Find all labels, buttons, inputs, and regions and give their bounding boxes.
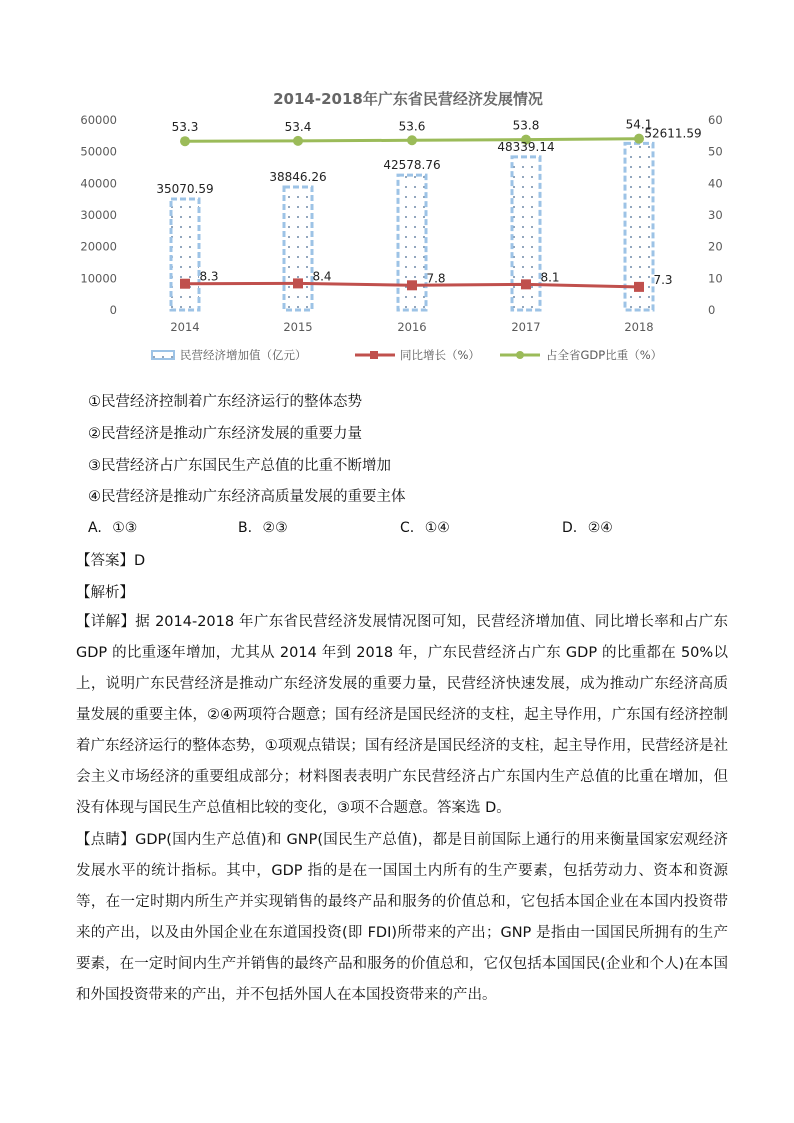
option-value: ②④ bbox=[587, 520, 613, 536]
chart-title: 2014-2018年广东省民营经济发展情况 bbox=[273, 90, 543, 108]
analysis-heading: 【解析】 bbox=[76, 585, 134, 601]
option-letter: D. bbox=[562, 520, 578, 536]
option-d bbox=[562, 520, 613, 536]
growth-value-label: 8.1 bbox=[540, 270, 560, 285]
option-value: ①④ bbox=[424, 520, 450, 536]
growth-marker bbox=[180, 279, 190, 289]
y-right-tick-label: 30 bbox=[708, 208, 723, 222]
y-right-tick-label: 10 bbox=[708, 271, 723, 286]
growth-marker bbox=[293, 278, 303, 288]
chart-legend bbox=[152, 348, 662, 362]
tip-text: 【点睛】GDP(国内生产总值)和 GNP(国民生产总值)，都是目前国际上通行的用来衡量国家宏观经济发展水平的统计指标。其中，GDP 指的是在一国国土内所有的生产要素，包括劳动力、资本和资源等，在一定时期内所生产并实现销售的最终产品和服务的价值总和，它包括本国企业在本国内投资带来的产出，以及由外国企业在东道国投资(即 FDI)所带来的产出；GNP 是指由一国国民所拥有的生产要素，在一定时间内生产并销售的最终产品和服务的价值总和，它仅包括本国国民(企业和个人)在本国和外国投资带来的产出，并不包括外国人在本国投资带来的产出。 bbox=[76, 832, 728, 1003]
share-value-label: 53.3 bbox=[171, 120, 199, 135]
x-tick-label: 2017 bbox=[511, 320, 541, 334]
growth-value-label: 8.3 bbox=[199, 269, 219, 284]
growth-marker bbox=[634, 282, 644, 292]
growth-marker bbox=[521, 279, 531, 289]
y-left-tick-label: 60000 bbox=[80, 113, 117, 127]
option-letter: C. bbox=[400, 520, 415, 536]
x-tick-label: 2018 bbox=[624, 320, 654, 334]
option-c bbox=[400, 520, 450, 536]
legend-label: 民营经济增加值（亿元） bbox=[180, 348, 307, 362]
y-left-tick-label: 10000 bbox=[80, 271, 117, 286]
growth-value-label: 7.8 bbox=[426, 271, 446, 286]
bar-value-label: 38846.26 bbox=[269, 169, 327, 184]
bar bbox=[284, 187, 312, 310]
detail-paragraph bbox=[76, 607, 728, 824]
tip-paragraph bbox=[76, 825, 728, 1011]
share-value-label: 54.1 bbox=[625, 117, 653, 132]
x-tick-label: 2015 bbox=[283, 320, 313, 334]
bar-value-label: 48339.14 bbox=[497, 139, 555, 154]
legend-label: 同比增长（%） bbox=[400, 348, 480, 362]
legend-share-marker bbox=[516, 351, 524, 359]
bar-value-label: 52611.59 bbox=[644, 126, 702, 141]
statement-3: ③民营经济占广东国民生产总值的比重不断增加 bbox=[88, 458, 391, 474]
x-tick-label: 2014 bbox=[170, 320, 200, 334]
share-value-label: 53.4 bbox=[284, 119, 312, 134]
option-b bbox=[238, 520, 288, 536]
y-left-tick-label: 40000 bbox=[80, 176, 117, 191]
y-right-tick-label: 20 bbox=[708, 239, 723, 254]
y-right-tick-label: 40 bbox=[708, 176, 723, 191]
growth-marker bbox=[407, 280, 417, 290]
y-left-tick-label: 0 bbox=[109, 303, 117, 317]
data-labels bbox=[156, 118, 701, 287]
statement-2: ②民营经济是推动广东经济发展的重要力量 bbox=[88, 426, 362, 442]
y-right-tick-label: 60 bbox=[708, 113, 723, 127]
share-value-label: 53.6 bbox=[398, 119, 426, 134]
legend-growth-marker bbox=[370, 351, 378, 359]
option-letter: B. bbox=[238, 520, 253, 536]
economy-chart bbox=[60, 82, 740, 372]
y-left-tick-label: 50000 bbox=[80, 144, 117, 159]
y-right-tick-label: 50 bbox=[708, 144, 723, 159]
x-tick-label: 2016 bbox=[397, 320, 427, 334]
bar-value-label: 35070.59 bbox=[156, 181, 214, 196]
option-letter: A. bbox=[88, 520, 102, 536]
share-marker bbox=[180, 136, 190, 146]
y-left-tick-label: 20000 bbox=[80, 239, 117, 254]
legend-label: 占全省GDP比重（%） bbox=[546, 348, 663, 362]
bar bbox=[171, 199, 199, 310]
option-value: ①③ bbox=[112, 520, 138, 536]
option-value: ②③ bbox=[262, 520, 288, 536]
share-marker bbox=[293, 136, 303, 146]
answer-line: 【答案】D bbox=[76, 553, 146, 569]
share-marker bbox=[634, 134, 644, 144]
answer-options bbox=[88, 520, 728, 540]
growth-value-label: 8.4 bbox=[312, 269, 332, 284]
detail-text: 【详解】据 2014-2018 年广东省民营经济发展情况图可知，民营经济增加值、同比增长率和占广东 GDP 的比重逐年增加，尤其从 2014 年到 2018 年，广东民营经济占广东 GDP 的比重都在 50%以上，说明广东民营经济是推动广东经济发展的重要力量，民营经济快速发展，成为推动广东经济高质量发展的重要主体，②④两项符合题意；国有经济是国民经济的支柱，起主导作用，广东国有经济控制着广东经济运行的整体态势，①项观点错误；国有经济是国民经济的支柱，起主导作用，民营经济是社会主义市场经济的重要组成部分；材料图表表明广东民营经济占广东国内生产总值的比重在增加，但没有体现与国民生产总值相比较的变化，③项不合题意。答案选 D。 bbox=[76, 614, 728, 816]
option-a bbox=[88, 520, 137, 536]
bar-value-label: 42578.76 bbox=[383, 158, 441, 173]
statement-1: ①民营经济控制着广东经济运行的整体态势 bbox=[88, 394, 362, 410]
share-value-label: 53.8 bbox=[512, 118, 540, 133]
y-left-tick-label: 30000 bbox=[80, 208, 117, 222]
growth-value-label: 7.3 bbox=[653, 272, 673, 287]
y-right-tick-label: 0 bbox=[708, 303, 716, 317]
statement-4: ④民营经济是推动广东经济高质量发展的重要主体 bbox=[88, 489, 406, 505]
share-marker bbox=[407, 135, 417, 145]
legend-bar-swatch bbox=[152, 351, 174, 359]
